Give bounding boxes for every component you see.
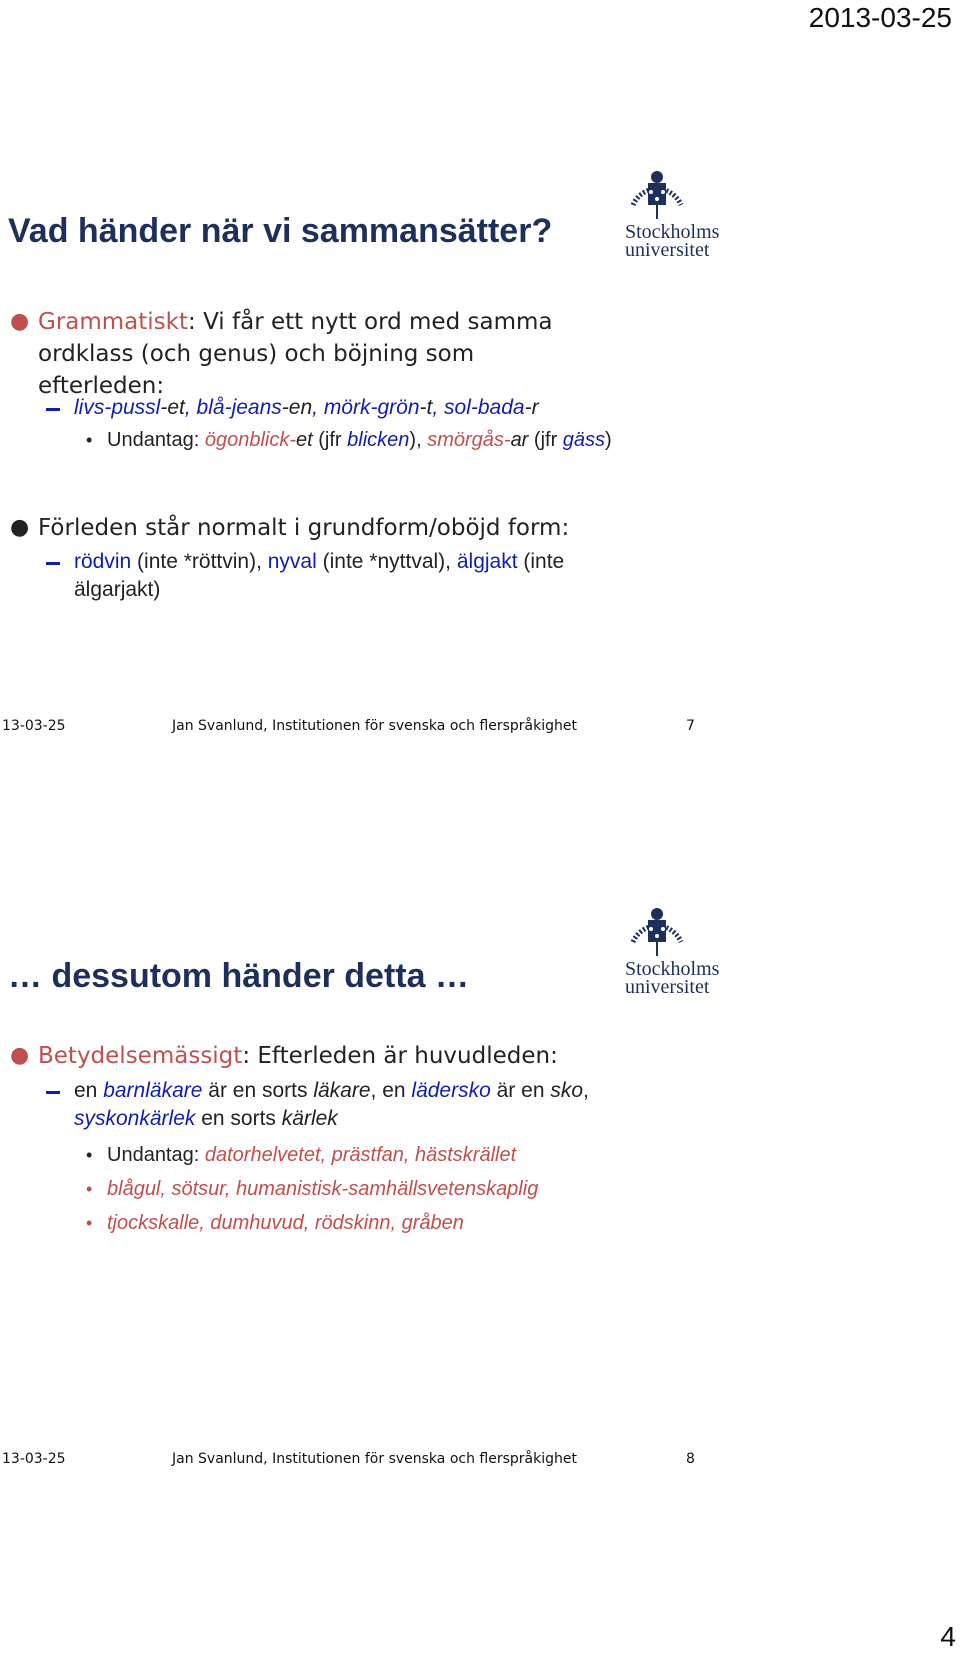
exception-text: Undantag: ögonblick-et (jfr blicken), smörgås-ar (jfr gäss): [107, 429, 612, 451]
example-line: blågul, sötsur, humanistisk-samhällsvetenskaplig: [107, 1178, 539, 1200]
small-bullet-icon: •: [86, 1145, 93, 1165]
university-seal-icon: [627, 165, 687, 223]
slide-2-footer-date: 13-03-25: [2, 1451, 66, 1467]
logo-line-1: Stockholms: [625, 221, 720, 243]
bullet-dot-icon: ●: [10, 1043, 30, 1068]
bullet-text: : Vi får ett nytt ord med samma ordklass (och genus) och böjning som efterleden:: [38, 309, 553, 399]
header-date: 2013-03-25: [808, 2, 952, 33]
small-bullet-icon: •: [86, 1179, 93, 1199]
dash-bullet-icon: [46, 1091, 60, 1094]
dash-bullet-icon: [46, 408, 60, 411]
slide-1-exception: [86, 426, 646, 454]
bullet-dot-icon: ●: [10, 309, 30, 334]
example-line: tjockskalle, dumhuvud, rödskinn, gråben: [107, 1212, 464, 1234]
bullet-dot-icon: ●: [10, 515, 30, 540]
stockholm-university-logo: [625, 165, 745, 265]
logo-line-2: universitet: [625, 239, 710, 261]
bullet-text: : Efterleden är huvudleden:: [242, 1043, 558, 1069]
slide-2-footer-author: Jan Svanlund, Institutionen för svenska och flerspråkighet: [172, 1451, 577, 1467]
small-bullet-icon: •: [86, 1213, 93, 1233]
slide-2-sub-examples: [46, 1077, 646, 1133]
example-words: en barnläkare är en sorts läkare, en lädersko är en sko, syskonkärlek en sorts kärlek: [74, 1079, 589, 1130]
logo-line-2: universitet: [625, 976, 710, 998]
small-bullet-icon: •: [86, 430, 93, 450]
example-words: rödvin (inte *röttvin), nyval (inte *nyttval), älgjakt (inte älgarjakt): [74, 550, 565, 601]
stockholm-university-logo: [625, 902, 745, 1002]
slide-2-footer-number: 8: [686, 1451, 695, 1467]
slide-1-footer-number: 7: [686, 718, 695, 734]
slide-1-footer-author: Jan Svanlund, Institutionen för svenska och flerspråkighet: [172, 718, 577, 734]
example-words: livs-pussl-et, blå-jeans-en, mörk-grön-t, sol-bada-r: [74, 396, 539, 419]
bullet-heading: Betydelsemässigt: [38, 1043, 243, 1069]
slide-1-footer-date: 13-03-25: [2, 718, 66, 734]
slide-2-title: … dessutom händer detta …: [8, 957, 469, 995]
bullet-heading: Grammatiskt: [38, 309, 189, 335]
slide-2-compound-adjectives: [86, 1175, 646, 1203]
slide-1-sub-examples: [46, 394, 646, 422]
slide-1-title: Vad händer när vi sammansätter?: [8, 212, 553, 250]
slide-1-bullet-grammar: [8, 306, 598, 402]
slide-1-sub-first-part-examples: [46, 548, 646, 604]
university-seal-icon: [627, 902, 687, 960]
slide-1-bullet-first-part: [8, 512, 598, 544]
dash-bullet-icon: [46, 562, 60, 565]
slide-2-bahuvrihi-examples: [86, 1209, 646, 1237]
page-number: 4: [940, 1621, 956, 1652]
slide-2-bullet-meaning: [8, 1040, 598, 1072]
logo-line-1: Stockholms: [625, 958, 720, 980]
slide-2-exception: [86, 1141, 646, 1169]
exception-text: Undantag: datorhelvetet, prästfan, hästskrället: [107, 1144, 517, 1166]
bullet-text: Förleden står normalt i grundform/oböjd form:: [38, 515, 570, 541]
